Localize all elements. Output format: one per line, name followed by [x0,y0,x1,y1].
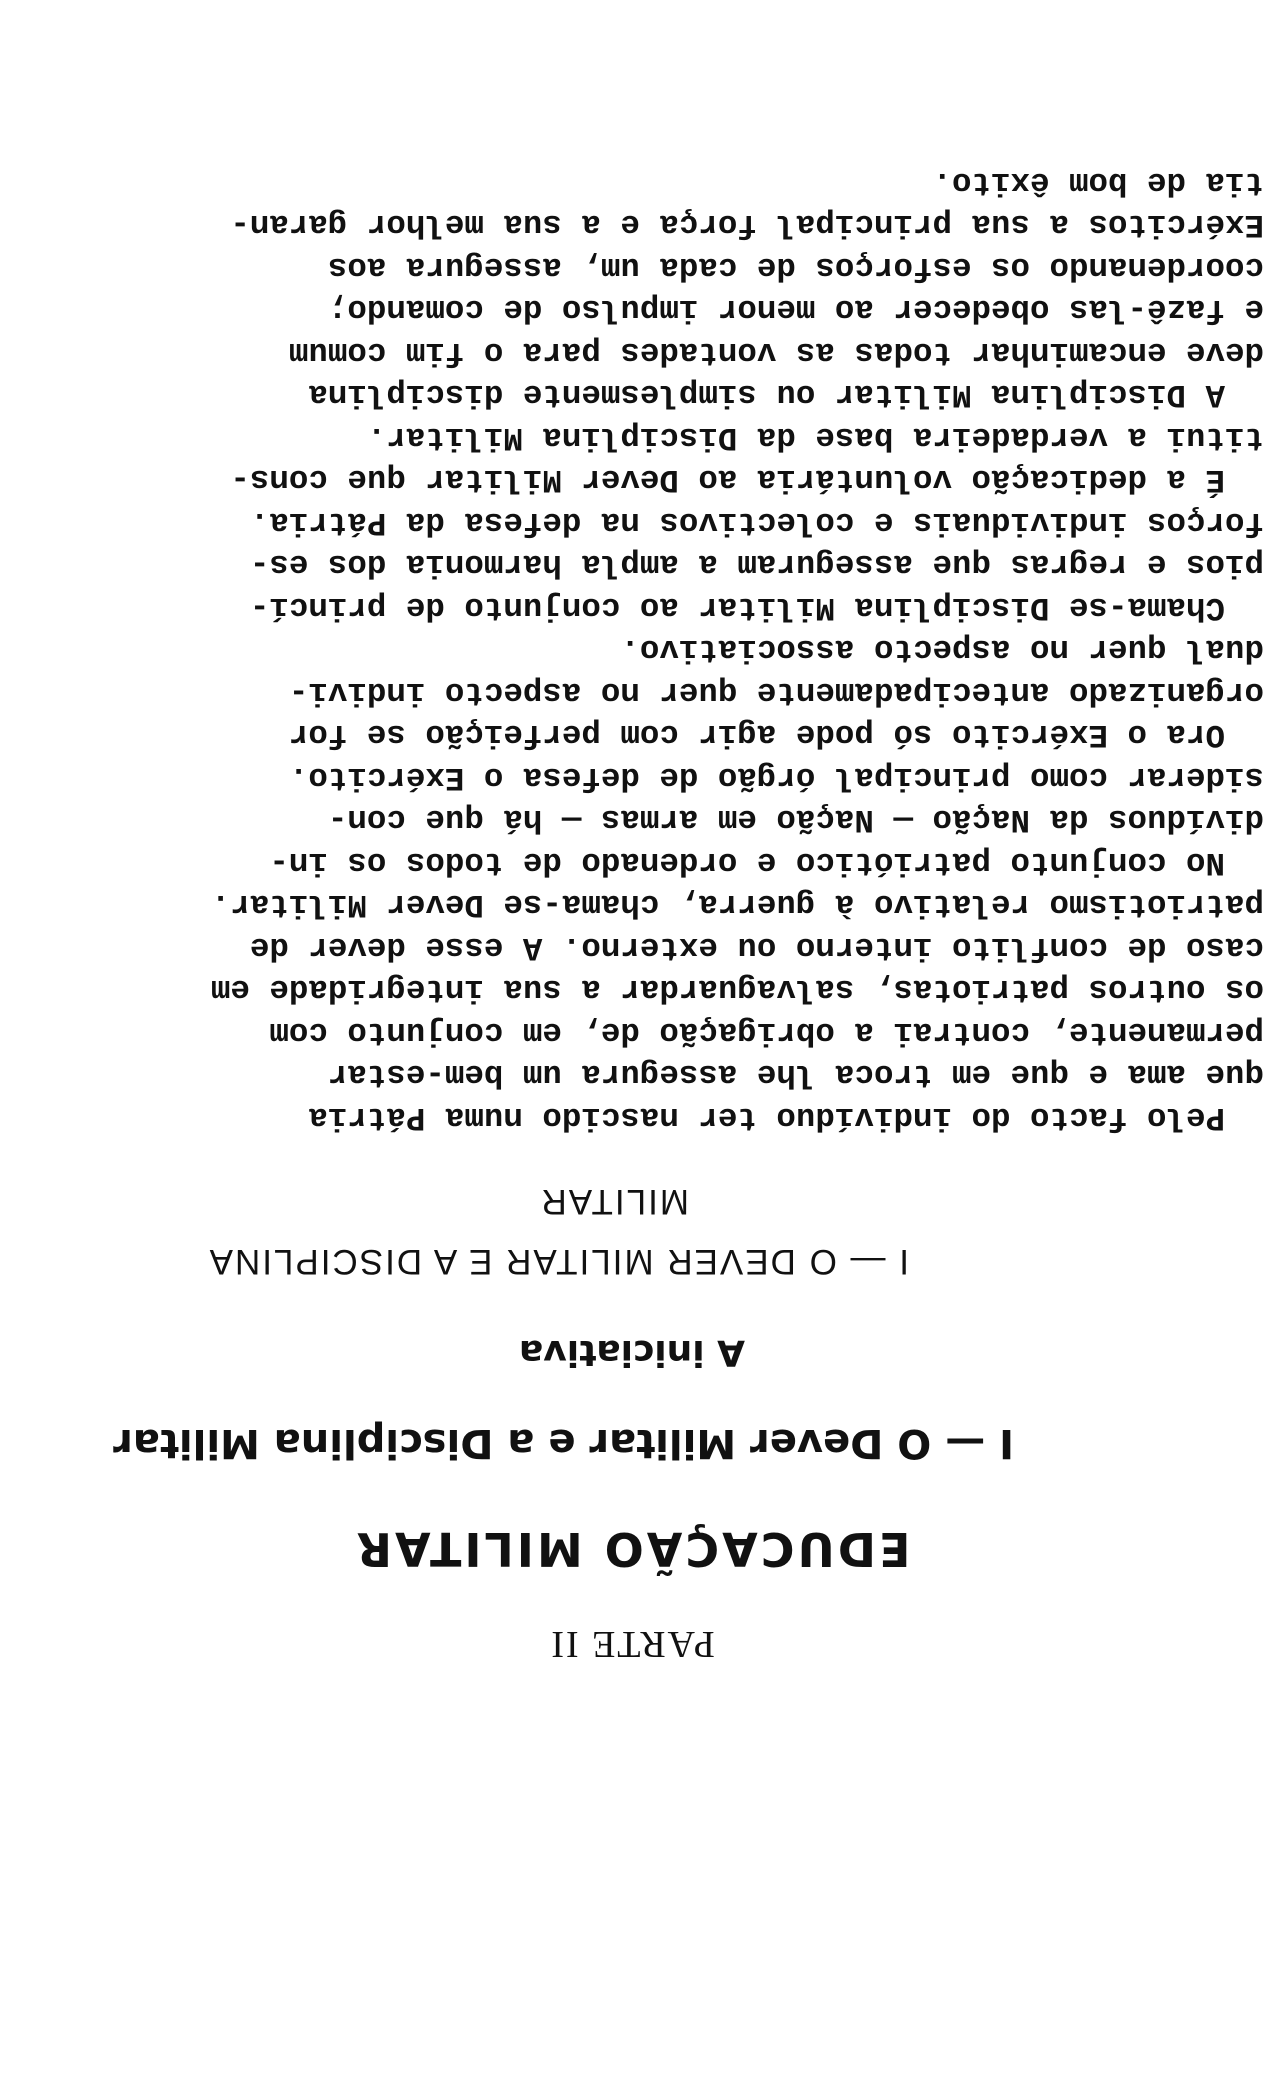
subsection-title-line-2: MILITAR [539,1182,689,1221]
body-line: que ama e que em troca lhe assegura um bem-estar [327,1056,1264,1094]
body-line: caso de conflito interno ou externo. A esse dever de [249,929,1264,966]
chapter-title: I — O Dever Militar e a Disciplina Militar [113,1420,1014,1466]
body-line: Exércitos a sua principal força e a sua melhor garan- [230,206,1264,244]
body-line: e fazê-las obedecer ao menor impulso de comando; [327,291,1264,329]
body-line: patriotismo relativo à guerra, chama-se Dever Militar. [210,886,1264,924]
body-text [0,161,1264,1139]
body-line: os outros patriotas, salvaguardar a sua integridade em [210,971,1264,1009]
initiative-heading: A iniciativa [519,1332,745,1373]
body-line: É a dedicação voluntária ao Dever Militar que cons- [230,461,1264,499]
body-line: Pelo facto do indivíduo ter nascido numa Pátria [308,1099,1264,1136]
body-line: permanente, contrai a obrigação de, em conjunto com [269,1014,1264,1051]
body-line: tia de bom êxito. [932,164,1264,201]
part-label: PARTE II [549,1623,715,1665]
body-line: deve encaminhar todas as vontades para o fim comum [288,334,1264,371]
body-line: A Disciplina Militar ou simplesmente disciplina [308,376,1264,414]
body-line: Ora o Exército só pode agir com perfeição se for [288,716,1264,754]
body-line: coordenando os esforços de cada um, assegura aos [327,249,1264,286]
subsection-title-line-1: I — O DEVER MILITAR E A DISCIPLINA [207,1242,909,1281]
body-line: organizado antecipadamente quer no aspecto indivi- [288,674,1264,711]
body-line: forços individuais e colectivos na defesa da Pátria. [249,504,1264,541]
body-line: dual quer no aspecto associativo. [620,631,1264,669]
body-line: siderar como principal órgão de defesa o Exército. [288,759,1264,796]
body-line: Chama-se Disciplina Militar ao conjunto de princí- [249,589,1264,626]
body-line: titui a verdadeira base da Disciplina Militar. [366,419,1264,456]
body-line: divíduos da Nação — Nação em armas — há que con- [327,801,1264,839]
body-line: pios e regras que asseguram a ampla harmonia dos es- [249,546,1264,584]
main-title: EDUCAÇÃO MILITAR [353,1522,911,1576]
body-line: No conjunto patriótico e ordenado de todos os in- [269,844,1264,881]
